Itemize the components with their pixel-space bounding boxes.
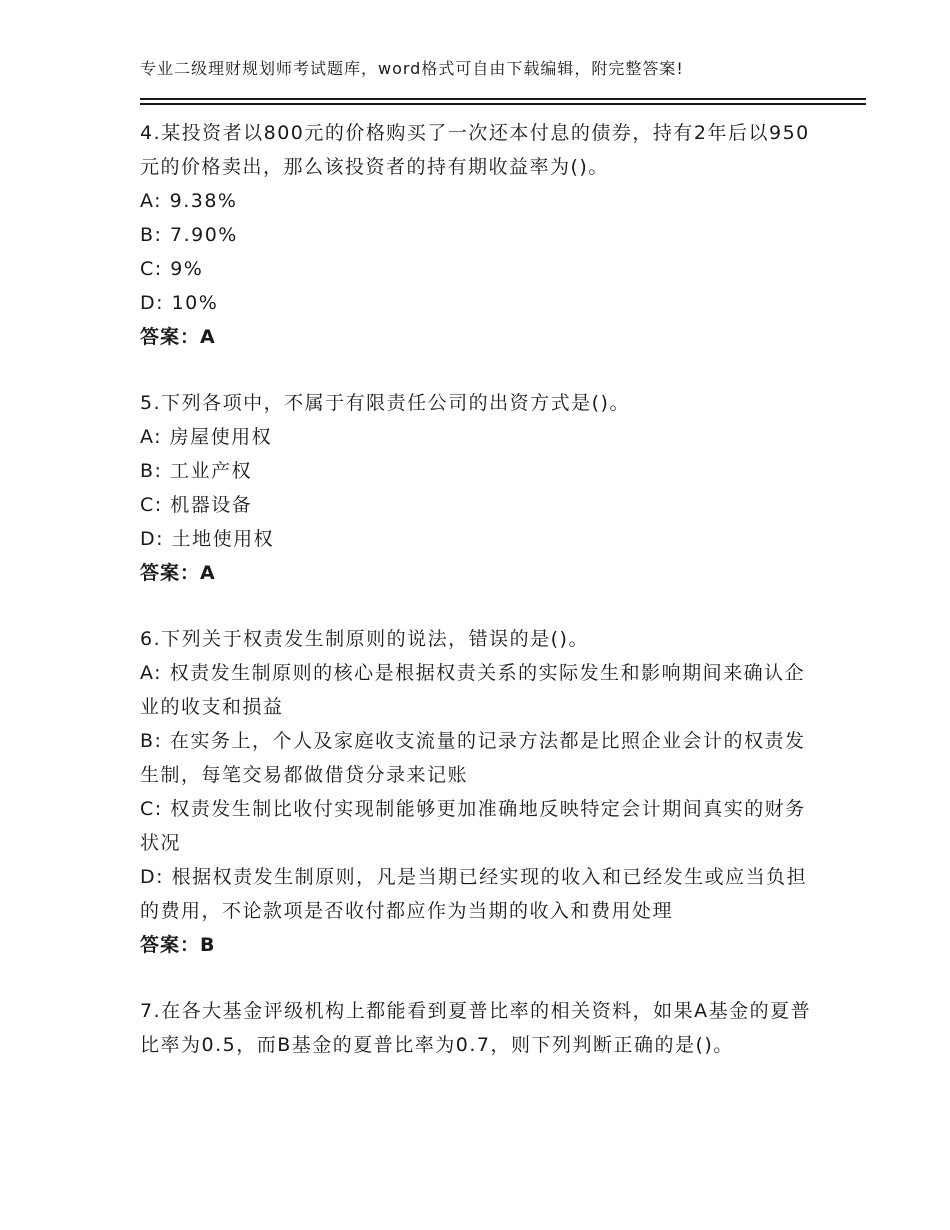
option-b: B: 在实务上，个人及家庭收支流量的记录方法都是比照企业会计的权责发生制，每笔交易都做借贷分录来记账 — [140, 730, 806, 786]
option-c: C: 权责发生制比收付实现制能够更加准确地反映特定会计期间真实的财务状况 — [140, 798, 806, 854]
page-header: 专业二级理财规划师考试题库，word格式可自由下载编辑，附完整答案! — [140, 59, 684, 78]
header-divider-bottom — [140, 103, 866, 105]
question-stem: 6.下列关于权责发生制原则的说法，错误的是()。 — [140, 628, 589, 650]
question-stem: 7.在各大基金评级机构上都能看到夏普比率的相关资料，如果A基金的夏普比率为0.5，而B基金的夏普比率为0.7，则下列判断正确的是()。 — [140, 1000, 812, 1056]
question-7 — [140, 994, 820, 1062]
option-a: A: 房屋使用权 — [140, 426, 273, 448]
option-d: D: 根据权责发生制原则，凡是当期已经实现的收入和已经发生或应当负担的费用，不论款项是否收付都应作为当期的收入和费用处理 — [140, 866, 808, 922]
option-c: C: 机器设备 — [140, 494, 253, 516]
option-d: D: 土地使用权 — [140, 528, 275, 550]
question-stem: 4.某投资者以800元的价格购买了一次还本付息的债券，持有2年后以950元的价格卖出，那么该投资者的持有期收益率为()。 — [140, 122, 810, 178]
question-6 — [140, 622, 820, 962]
answer: 答案：A — [140, 326, 216, 348]
question-5 — [140, 386, 820, 590]
option-d: D: 10% — [140, 292, 219, 314]
answer: 答案：A — [140, 562, 216, 584]
question-list — [140, 116, 820, 1094]
question-stem: 5.下列各项中，不属于有限责任公司的出资方式是()。 — [140, 392, 630, 414]
option-c: C: 9% — [140, 258, 204, 280]
question-4 — [140, 116, 820, 354]
option-b: B: 工业产权 — [140, 460, 252, 482]
option-a: A: 9.38% — [140, 190, 238, 212]
option-b: B: 7.90% — [140, 224, 238, 246]
option-a: A: 权责发生制原则的核心是根据权责关系的实际发生和影响期间来确认企业的收支和损益 — [140, 662, 806, 718]
answer: 答案：B — [140, 934, 216, 956]
header-divider-top — [140, 98, 866, 100]
